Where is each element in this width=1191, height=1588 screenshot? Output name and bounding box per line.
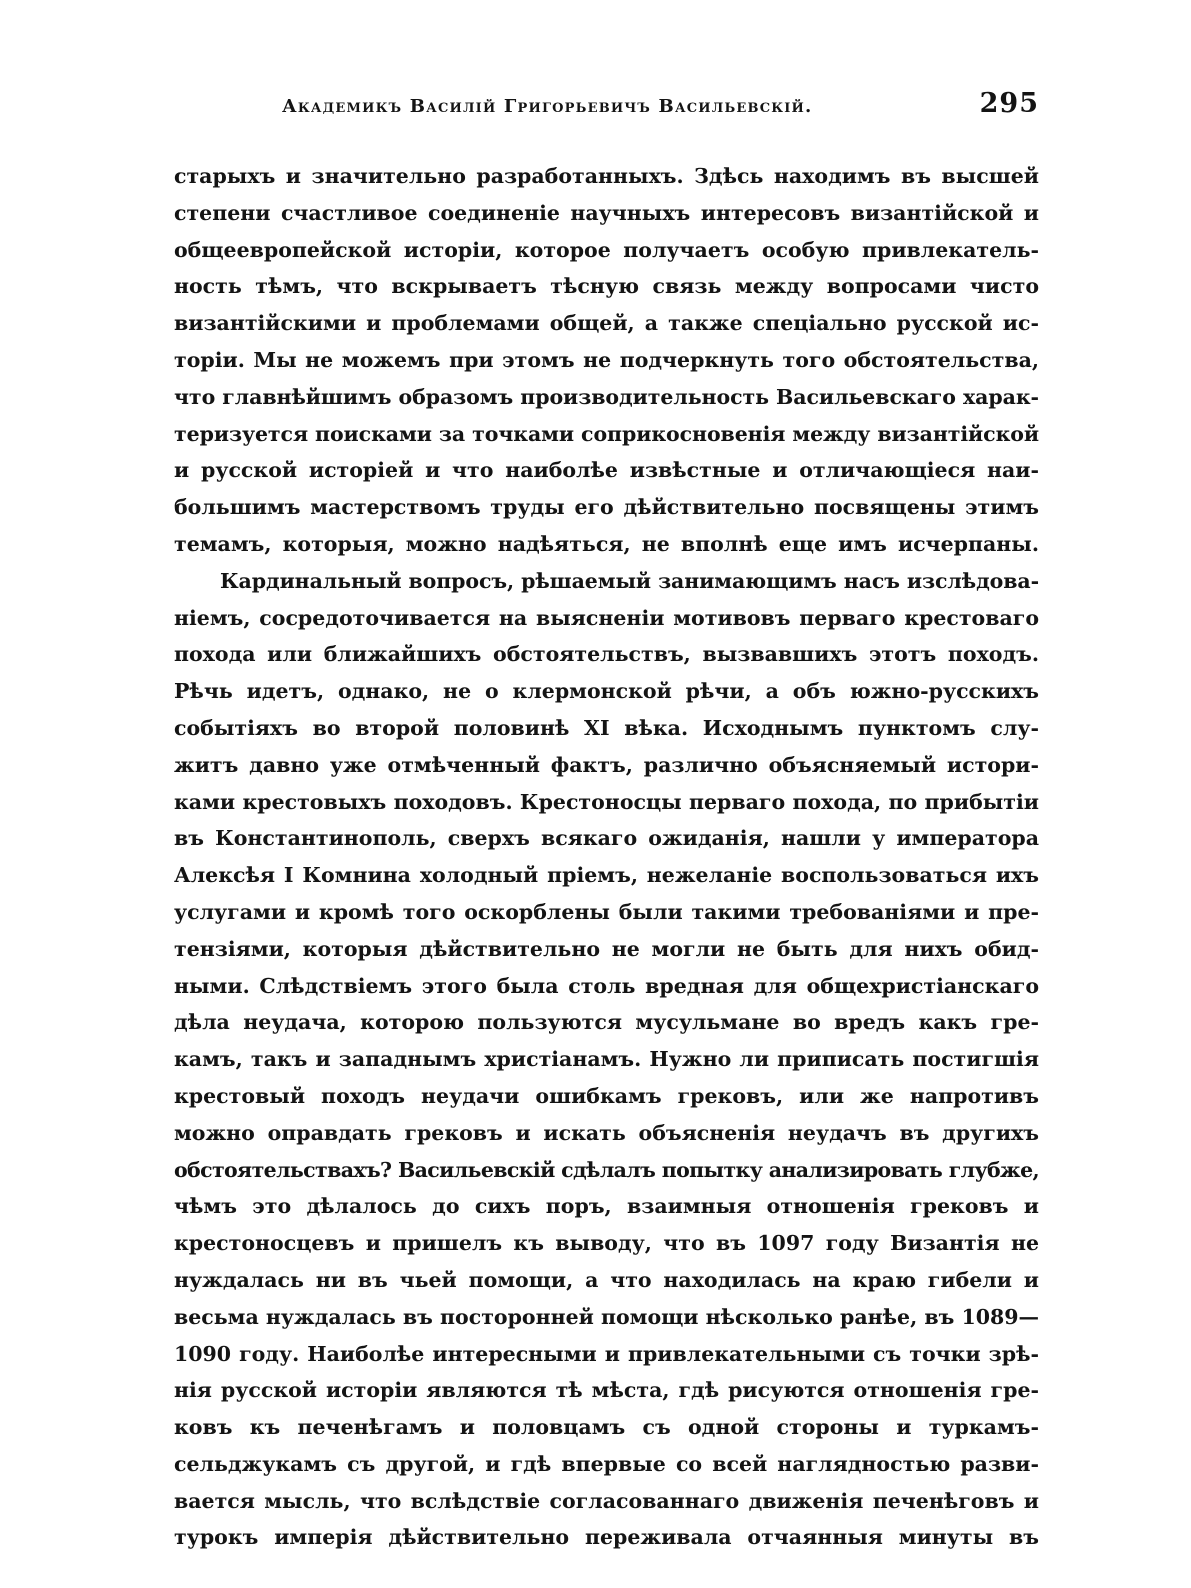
text-line: крестоносцевъ и пришелъ къ выводу, что въ 1097 году Византія не — [174, 1231, 1039, 1256]
text-line: весьма нуждалась въ посторонней помощи нѣсколько ранѣе, въ 1089— — [174, 1304, 1039, 1329]
text-line: что главнѣйшимъ образомъ производительность Васильевскаго харак- — [174, 384, 1039, 409]
text-line: 1090 году. Наиболѣе интересными и привлекательными съ точки зрѣ- — [174, 1341, 1039, 1366]
text-line: торіи. Мы не можемъ при этомъ не подчеркнуть того обстоятельства, — [174, 347, 1039, 372]
text-line: можно оправдать грековъ и искать объясненія неудачъ въ другихъ — [174, 1120, 1039, 1145]
text-line: крестовый походъ неудачи ошибкамъ грековъ, или же напротивъ — [174, 1083, 1039, 1108]
paragraph-first-line: Кардинальный вопросъ, рѣшаемый занимающимъ насъ изслѣдова- — [220, 568, 1039, 593]
text-line: дѣла неудача, которою пользуются мусульмане во вредъ какъ гре- — [174, 1010, 1039, 1035]
text-line: степени счастливое соединеніе научныхъ интересовъ византійской и — [174, 200, 1039, 225]
body-text — [174, 158, 1039, 1556]
text-line: общеевропейской исторіи, которое получаетъ особую привлекатель- — [174, 237, 1039, 262]
text-line: Алексѣя I Комнина холодный пріемъ, нежеланіе воспользоваться ихъ — [174, 863, 1039, 888]
running-head — [174, 88, 1039, 132]
text-line: чѣмъ это дѣлалось до сихъ поръ, взаимныя отношенія грековъ и — [174, 1194, 1039, 1219]
paragraph-end-line: темамъ, которыя, можно надѣяться, не вполнѣ еще имъ исчерпаны. — [174, 531, 1039, 556]
text-line: византійскими и проблемами общей, а также спеціально русской ис- — [174, 311, 1039, 336]
text-line: обстоятельствахъ? Васильевскій сдѣлалъ попытку анализировать глубже, — [174, 1157, 1039, 1182]
text-line: нуждалась ни въ чьей помощи, а что находилась на краю гибели и — [174, 1267, 1039, 1292]
running-title: Академикъ Василій Григорьевичъ Васильевскій. — [282, 96, 813, 117]
text-line: ность тѣмъ, что вскрываетъ тѣсную связь между вопросами чисто — [174, 274, 1039, 299]
text-line: турокъ имперія дѣйствительно переживала отчаянныя минуты въ — [174, 1525, 1039, 1550]
text-line: и русской исторіей и что наиболѣе извѣстные и отличающіеся наи- — [174, 458, 1039, 483]
text-line: камъ, такъ и западнымъ христіанамъ. Нужно ли приписать постигшія — [174, 1047, 1039, 1072]
text-line: нія русской исторіи являются тѣ мѣста, гдѣ рисуются отношенія гре- — [174, 1378, 1039, 1403]
text-line: теризуется поисками за точками соприкосновенія между византійской — [174, 421, 1039, 446]
text-line: въ Константинополь, сверхъ всякаго ожиданія, нашли у императора — [174, 826, 1039, 851]
text-line: житъ давно уже отмѣченный фактъ, различно объясняемый истори- — [174, 752, 1039, 777]
text-line: Рѣчь идетъ, однако, не о клермонской рѣчи, а объ южно-русскихъ — [174, 679, 1039, 704]
text-line: ніемъ, сосредоточивается на выясненіи мотивовъ перваго крестоваго — [174, 605, 1039, 630]
text-line: большимъ мастерствомъ труды его дѣйствительно посвящены этимъ — [174, 495, 1039, 520]
text-line: старыхъ и значительно разработанныхъ. Здѣсь находимъ въ высшей — [174, 164, 1039, 188]
text-line: тензіями, которыя дѣйствительно не могли не быть для нихъ обид- — [174, 936, 1039, 961]
text-line: сельджукамъ съ другой, и гдѣ впервые со всей наглядностью разви- — [174, 1451, 1039, 1476]
text-line: похода или ближайшихъ обстоятельствъ, вызвавшихъ этотъ походъ. — [174, 642, 1039, 667]
text-line: событіяхъ во второй половинѣ XI вѣка. Исходнымъ пунктомъ слу- — [174, 715, 1039, 740]
text-line: вается мысль, что вслѣдствіе согласованнаго движенія печенѣговъ и — [174, 1488, 1039, 1513]
page-number: 295 — [979, 88, 1039, 119]
text-line: ковъ къ печенѣгамъ и половцамъ съ одной стороны и туркамъ- — [174, 1415, 1039, 1440]
text-line: услугами и кромѣ того оскорблены были такими требованіями и пре- — [174, 899, 1039, 924]
text-line: ками крестовыхъ походовъ. Крестоносцы перваго похода, по прибытіи — [174, 789, 1039, 814]
text-line: ными. Слѣдствіемъ этого была столь вредная для общехристіанскаго — [174, 973, 1039, 998]
book-page — [174, 88, 1039, 1556]
